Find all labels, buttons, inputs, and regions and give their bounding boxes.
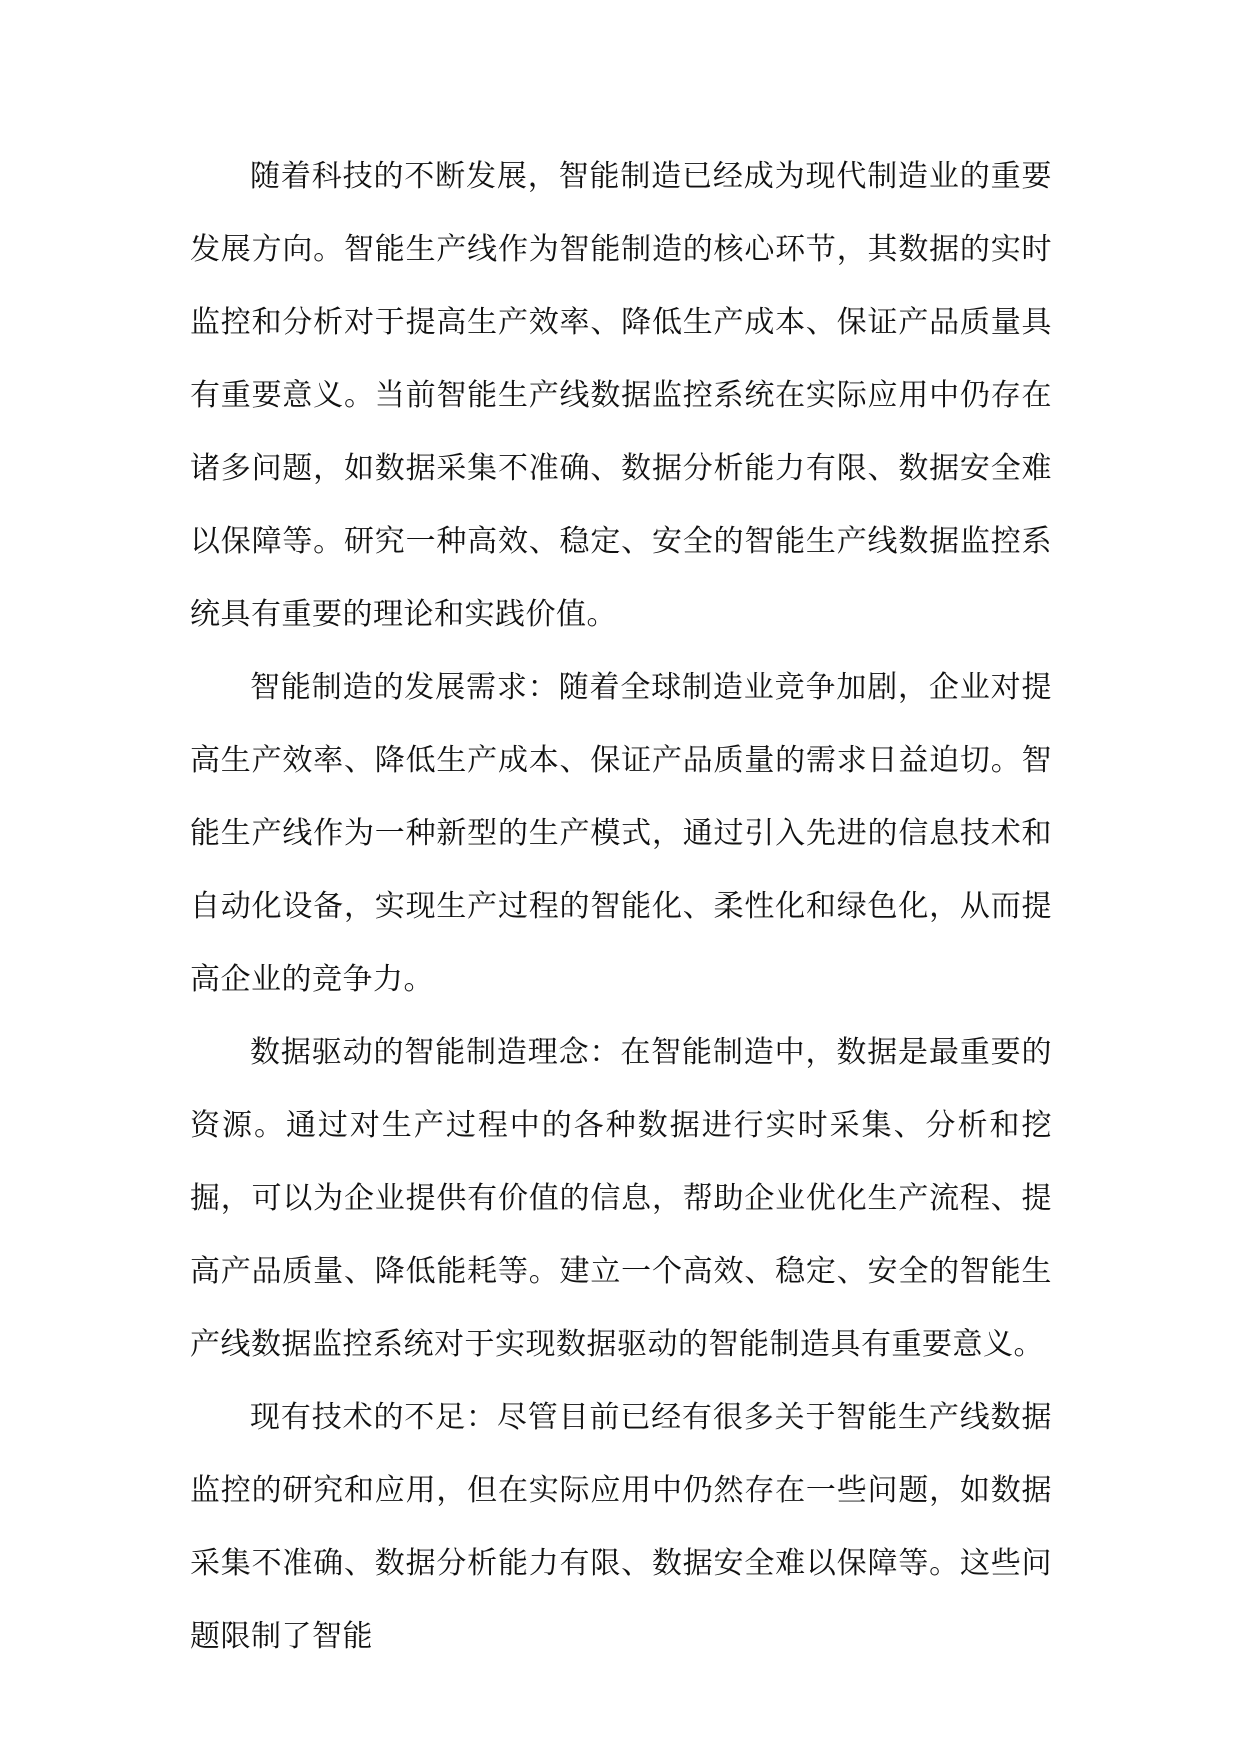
paragraph-background: 随着科技的不断发展，智能制造已经成为现代制造业的重要发展方向。智能生产线作为智能制造的核心环节，其数据的实时监控和分析对于提高生产效率、降低生产成本、保证产品质量具有重要意义。当前智能生产线数据监控系统在实际应用中仍存在诸多问题，如数据采集不准确、数据分析能力有限、数据安全难以保障等。研究一种高效、稳定、安全的智能生产线数据监控系统具有重要的理论和实践价值。 (190, 159, 1052, 632)
paragraph-data-driven-concept: 数据驱动的智能制造理念：在智能制造中，数据是最重要的资源。通过对生产过程中的各种数据进行实时采集、分析和挖掘，可以为企业提供有价值的信息，帮助企业优化生产流程、提高产品质量、降低能耗等。建立一个高效、稳定、安全的智能生产线数据监控系统对于实现数据驱动的智能制造具有重要意义。 (190, 1035, 1052, 1362)
document-body (190, 140, 1052, 1673)
paragraph-development-needs: 智能制造的发展需求：随着全球制造业竞争加剧，企业对提高生产效率、降低生产成本、保证产品质量的需求日益迫切。智能生产线作为一种新型的生产模式，通过引入先进的信息技术和自动化设备，实现生产过程的智能化、柔性化和绿色化，从而提高企业的竞争力。 (190, 670, 1052, 997)
paragraph-existing-shortcomings: 现有技术的不足：尽管目前已经有很多关于智能生产线数据监控的研究和应用，但在实际应用中仍然存在一些问题，如数据采集不准确、数据分析能力有限、数据安全难以保障等。这些问题限制了智能 (190, 1400, 1052, 1654)
